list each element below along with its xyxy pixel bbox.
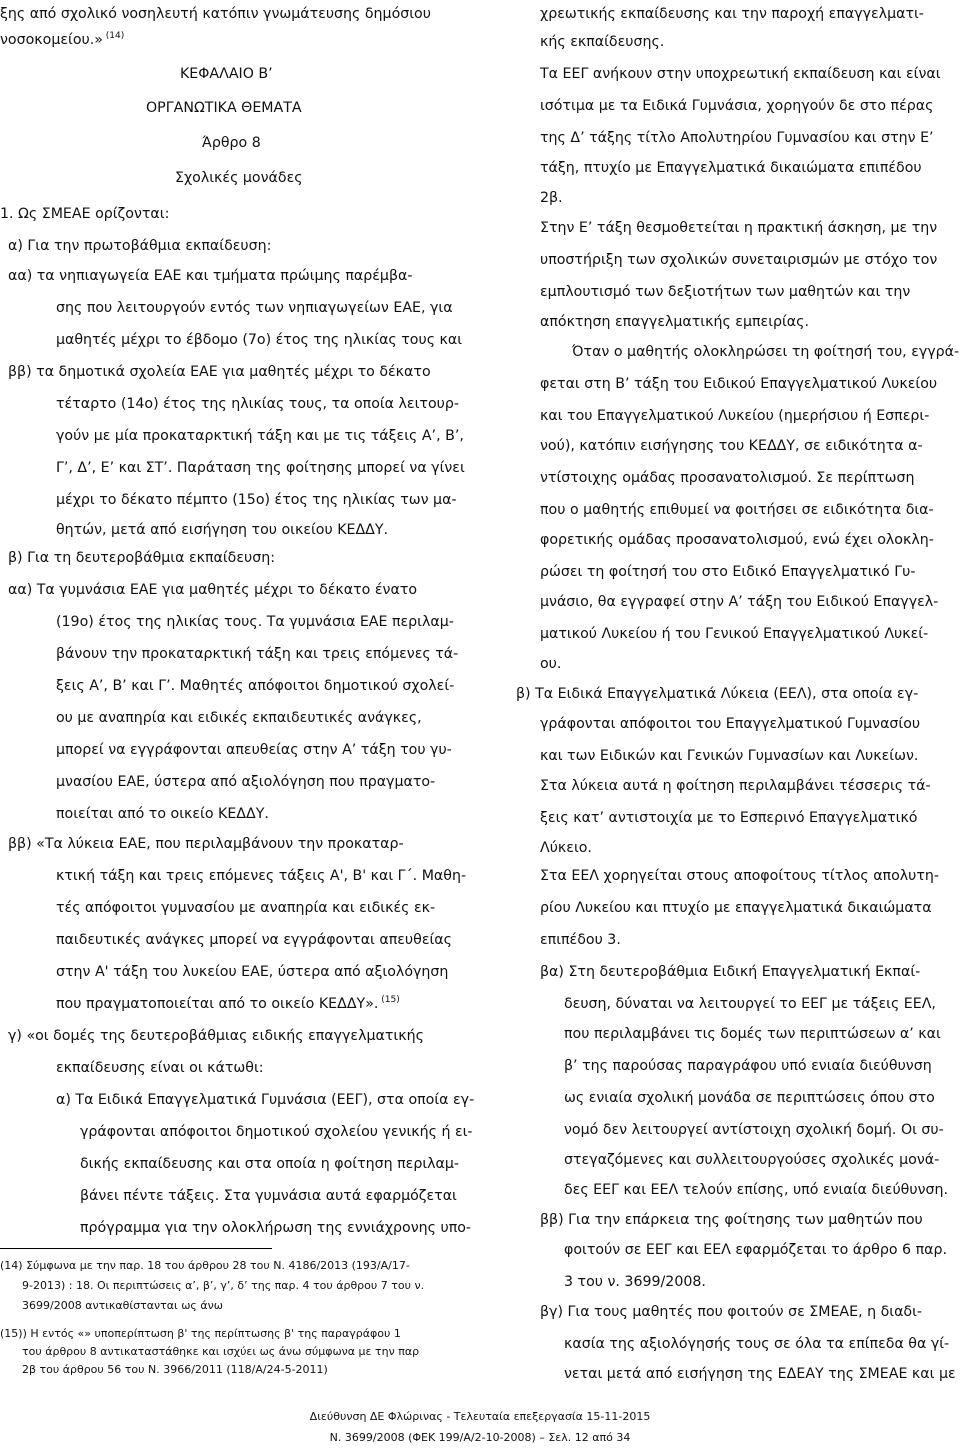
right-text-line-30: επιπέδου 3. — [540, 932, 621, 948]
right-text-line-35: ως ενιαία σχολική μονάδα σε περιπτώσεις όπου στο — [564, 1090, 935, 1106]
left-text-line-7: α) Για την πρωτοβάθμια εκπαίδευση: — [8, 238, 272, 254]
footnote-line-1: 9-2013) : 18. Οι περιπτώσεις α’, β’, γ’, δ’ της παρ. 4 του άρθρου 7 του ν. — [22, 1279, 425, 1292]
left-text-line-25: ποιείται από το οικείο ΚΕΔΔΥ. — [56, 806, 269, 822]
footnote-rule — [0, 1248, 272, 1249]
right-text-line-5: τάξη, πτυχίο με Επαγγελματικά δικαιώματα επιπέδου — [540, 160, 922, 176]
footnote-ref: (15) — [378, 995, 400, 1005]
left-text-line-32: γ) «οι δομές της δευτεροβάθμιας ειδικής επαγγελματικής — [8, 1028, 424, 1044]
footnote-line-0: (14) Σύμφωνα με την παρ. 18 του άρθρου 28 του Ν. 4186/2013 (193/Α/17- — [0, 1259, 410, 1272]
left-text-line-35: γράφονται απόφοιτοι δημοτικού σχολείου γενικής ή ει- — [80, 1124, 473, 1140]
right-text-line-0: χρεωτικής εκπαίδευσης και την παροχή επαγγελματι- — [540, 6, 924, 22]
left-text-line-15: μέχρι το δέκατο πέμπτο (15ο) έτος της ηλικίας των μα- — [56, 492, 457, 508]
right-text-line-7: Στην Ε’ τάξη θεσμοθετείται η πρακτική άσκηση, με την — [540, 220, 938, 236]
right-text-line-13: και του Επαγγελματικού Λυκείου (ημερήσιου ή Εσπερι- — [540, 408, 930, 424]
right-text-line-22: β) Τα Ειδικά Επαγγελματικά Λύκεια (ΕΕΛ), στα οποία εγ- — [516, 686, 919, 702]
left-text-line-9: σης που λειτουργούν εντός των νηπιαγωγείων ΕΑΕ, για — [56, 300, 453, 316]
footnote-line-2: 3699/2008 αντικαθίστανται ως άνω — [22, 1299, 223, 1312]
left-text-line-0: ξης από σχολικό νοσηλευτή κατόπιν γνωμάτευσης δημόσιου — [0, 6, 431, 22]
right-text-line-2: Τα ΕΕΓ ανήκουν στην υποχρεωτική εκπαίδευση και είναι — [540, 66, 941, 82]
left-text-line-12: τέταρτο (14ο) έτος της ηλικίας τους, τα οποία λειτουρ- — [56, 396, 459, 412]
right-text-line-16: που ο μαθητής επιθυμεί να φοιτήσει σε ειδικότητα δια- — [540, 502, 934, 518]
right-text-line-42: βγ) Για τους μαθητές που φοιτούν σε ΣΜΕΑΕ, η διαδι- — [540, 1304, 923, 1320]
left-text-line-10: μαθητές μέχρι το έβδομο (7ο) έτος της ηλικίας τους και — [56, 332, 463, 348]
left-text-line-34: α) Τα Ειδικά Επαγγελματικά Γυμνάσια (ΕΕΓ), στα οποία εγ- — [56, 1092, 475, 1108]
right-text-line-34: β’ της παρούσας παραγράφου υπό ενιαία διεύθυνση — [564, 1058, 932, 1074]
left-text-line-11: ββ) τα δημοτικά σχολεία ΕΑΕ για μαθητές μέχρι το δέκατο — [8, 364, 431, 380]
left-text-line-23: μπορεί να εγγράφονται απευθείας στην Α’ τάξη του γυ- — [56, 742, 452, 758]
right-text-line-1: κής εκπαίδευσης. — [540, 34, 665, 50]
footer-line-2: Ν. 3699/2008 (ΦΕΚ 199/Α/2-10-2008) – Σελ. 12 από 34 — [329, 1431, 631, 1444]
right-text-line-18: ρώσει τη φοίτησή του στο Ειδικό Επαγγελματικό Γυ- — [540, 564, 916, 580]
left-text-line-8: αα) τα νηπιαγωγεία ΕΑΕ και τμήματα πρώιμης παρέμβα- — [8, 268, 413, 284]
left-text-line-14: Γ’, Δ’, Ε’ και ΣΤ’. Παράταση της φοίτησης μπορεί να γίνει — [56, 460, 465, 476]
left-text-line-27: κτική τάξη και τρεις επόμενες τάξεις Α', Β' και Γ΄. Μαθη- — [56, 868, 467, 884]
right-text-line-12: φεται στη Β’ τάξη του Ειδικού Επαγγελματικού Λυκείου — [540, 376, 938, 392]
left-text-line-38: πρόγραμμα για την ολοκλήρωση της εννιάχρονης υπο- — [80, 1220, 472, 1236]
left-text-line-21: ξεις Α’, Β’ και Γ’. Μαθητές απόφοιτοι δημοτικού σχολεί- — [56, 678, 455, 694]
right-text-line-23: γράφονται απόφοιτοι του Επαγγελματικού Γυμνασίου — [540, 716, 921, 732]
footer-line-1: Διεύθυνση ΔΕ Φλώρινας - Τελευταία επεξεργασία 15-11-2015 — [309, 1410, 651, 1423]
left-text-line-18: αα) Τα γυμνάσια ΕΑΕ για μαθητές μέχρι το δέκατο ένατο — [8, 582, 418, 598]
left-text-line-17: β) Για τη δευτεροβάθμια εκπαίδευση: — [8, 550, 275, 566]
right-text-line-41: 3 του ν. 3699/2008. — [564, 1274, 706, 1290]
right-text-line-32: δευση, δύναται να λειτουργεί το ΕΕΓ με τάξεις ΕΕΛ, — [564, 996, 936, 1012]
left-text-line-5: Σχολικές μονάδες — [175, 170, 303, 186]
footnote-ref: (14) — [102, 31, 125, 41]
right-text-line-15: ντίστοιχης ομάδας προσανατολισμού. Σε περίπτωση — [540, 470, 915, 486]
right-text-line-20: ματικού Λυκείου ή του Γενικού Επαγγελματικού Λυκεί- — [540, 626, 929, 642]
right-text-line-25: Στα λύκεια αυτά η φοίτηση περιλαμβάνει τέσσερις τά- — [540, 778, 931, 794]
right-text-line-24: και των Ειδικών και Γενικών Γυμνασίων και Λυκείων. — [540, 748, 919, 764]
right-text-line-14: νού), κατόπιν εισήγησης του ΚΕΔΔΥ, σε ειδικότητα α- — [540, 438, 923, 454]
left-text-line-37: βάνει πέντε τάξεις. Στα γυμνάσια αυτά εφαρμόζεται — [80, 1188, 457, 1204]
left-text-line-19: (19ο) έτος της ηλικίας τους. Τα γυμνάσια ΕΑΕ περιλαμ- — [56, 614, 454, 630]
right-text-line-26: ξεις κατ’ αντιστοιχία με το Εσπερινό Επαγγελματικό — [540, 810, 918, 826]
right-text-line-9: εμπλουτισμό των δεξιοτήτων των μαθητών και την — [540, 284, 911, 300]
left-text-line-22: ου με αναπηρία και ειδικές εκπαιδευτικές ανάγκες, — [56, 710, 422, 726]
right-text-line-33: που περιλαμβάνει τις δομές των περιπτώσεων α’ και — [564, 1026, 941, 1042]
left-text-line-29: παιδευτικές ανάγκες μπορεί να εγγράφονται απευθείας — [56, 932, 452, 948]
right-text-line-19: μνάσιο, θα εγγραφεί στην Α’ τάξη του Ειδικού Επαγγελ- — [540, 594, 939, 610]
right-text-line-3: ισότιμα με τα Ειδικά Γυμνάσια, χορηγούν δε στο πέρας — [540, 98, 934, 114]
left-text-line-28: τές απόφοιτοι γυμνασίου με αναπηρία και ειδικές εκ- — [56, 900, 436, 916]
right-text-line-39: ββ) Για την επάρκεια της φοίτησης των μαθητών που — [540, 1212, 923, 1228]
left-text-line-16: θητών, μετά από εισήγηση του οικείου ΚΕΔΔΥ. — [56, 522, 389, 538]
right-text-line-6: 2β. — [540, 190, 563, 206]
right-text-line-38: δες ΕΕΓ και ΕΕΛ τελούν επίσης, υπό ενιαία διεύθυνση. — [564, 1182, 948, 1198]
right-text-line-11: Όταν ο μαθητής ολοκληρώσει τη φοίτησή του, εγγρά- — [572, 344, 960, 360]
right-text-line-29: ρίου Λυκείου και πτυχίο με επαγγελματικά δικαιώματα — [540, 900, 932, 916]
right-text-line-43: κασία της αξιολόγησής τους σε όλα τα επίπεδα θα γί- — [564, 1336, 950, 1352]
left-text-line-20: βάνουν την προκαταρκτική τάξη και τρεις επόμενες τά- — [56, 646, 459, 662]
left-text-line-30: στην Α' τάξη του λυκείου ΕΑΕ, ύστερα από αξιολόγηση — [56, 964, 449, 980]
right-text-line-31: βα) Στη δευτεροβάθμια Ειδική Επαγγελματική Εκπαί- — [540, 964, 921, 980]
right-text-line-8: υποστήριξη των σχολικών συνεταιρισμών με στόχο τον — [540, 252, 938, 268]
left-text-line-36: δικής εκπαίδευσης και στα οποία η φοίτηση περιλαμ- — [80, 1156, 460, 1172]
right-text-line-37: στεγαζόμενες και συλλειτουργούσες σχολικές μονά- — [564, 1152, 940, 1168]
left-text-line-26: ββ) «Τα λύκεια ΕΑΕ, που περιλαμβάνουν την προκαταρ- — [8, 836, 404, 852]
right-text-line-36: νομό δεν λειτουργεί αντίστοιχη σχολική δομή. Οι συ- — [564, 1122, 944, 1138]
left-text-line-4: Άρθρο 8 — [202, 135, 261, 151]
footnote-line-5: 2β του άρθρου 56 του Ν. 3966/2011 (118/Α/24-5-2011) — [22, 1363, 328, 1376]
right-text-line-27: Λύκειο. — [540, 840, 592, 856]
footnote-line-4: του άρθρου 8 αντικαταστάθηκε και ισχύει ως άνω σύμφωνα με την παρ — [22, 1345, 420, 1358]
left-text-line-31: που πραγματοποιείται από το οικείο ΚΕΔΔΥ». $^{(15)}$ — [56, 995, 400, 1012]
right-text-line-17: φορετικής ομάδας προσανατολισμού, ενώ έχει ολοκλη- — [540, 532, 934, 548]
left-text-line-6: 1. Ως ΣΜΕΑΕ ορίζονται: — [0, 206, 170, 222]
right-text-line-21: ου. — [540, 656, 562, 672]
left-text-line-33: εκπαίδευσης είναι οι κάτωθι: — [56, 1060, 264, 1076]
right-text-line-4: της Δ’ τάξης τίτλο Απολυτηρίου Γυμνασίου και στην Ε’ — [540, 130, 934, 146]
left-text-line-1: νοσοκομείου.» $^{(14)}$ — [0, 31, 125, 48]
left-text-line-24: μνασίου ΕΑΕ, ύστερα από αξιολόγηση που πραγματο- — [56, 774, 436, 790]
left-text-line-2: ΚΕΦΑΛΑΙΟ Β’ — [180, 66, 273, 82]
right-text-line-28: Στα ΕΕΛ χορηγείται στους αποφοίτους τίτλος απολυτη- — [540, 868, 940, 884]
right-text-line-44: νεται μετά από εισήγηση της ΕΔΕΑΥ της ΣΜΕΑΕ και με — [564, 1366, 956, 1382]
footnote-line-3: (15)) Η εντός «» υποπερίπτωση β' της περίπτωσης β' της παραγράφου 1 — [0, 1327, 401, 1340]
right-text-line-40: φοιτούν σε ΕΕΓ και ΕΕΛ εφαρμόζεται το άρθρο 6 παρ. — [564, 1242, 947, 1258]
right-text-line-10: απόκτηση επαγγελματικής εμπειρίας. — [540, 314, 809, 330]
left-text-line-3: ΟΡΓΑΝΩΤΙΚΑ ΘΕΜΑΤΑ — [146, 100, 302, 116]
left-text-line-13: γούν με μία προκαταρκτική τάξη και με τις τάξεις Α’, Β’, — [56, 428, 464, 444]
